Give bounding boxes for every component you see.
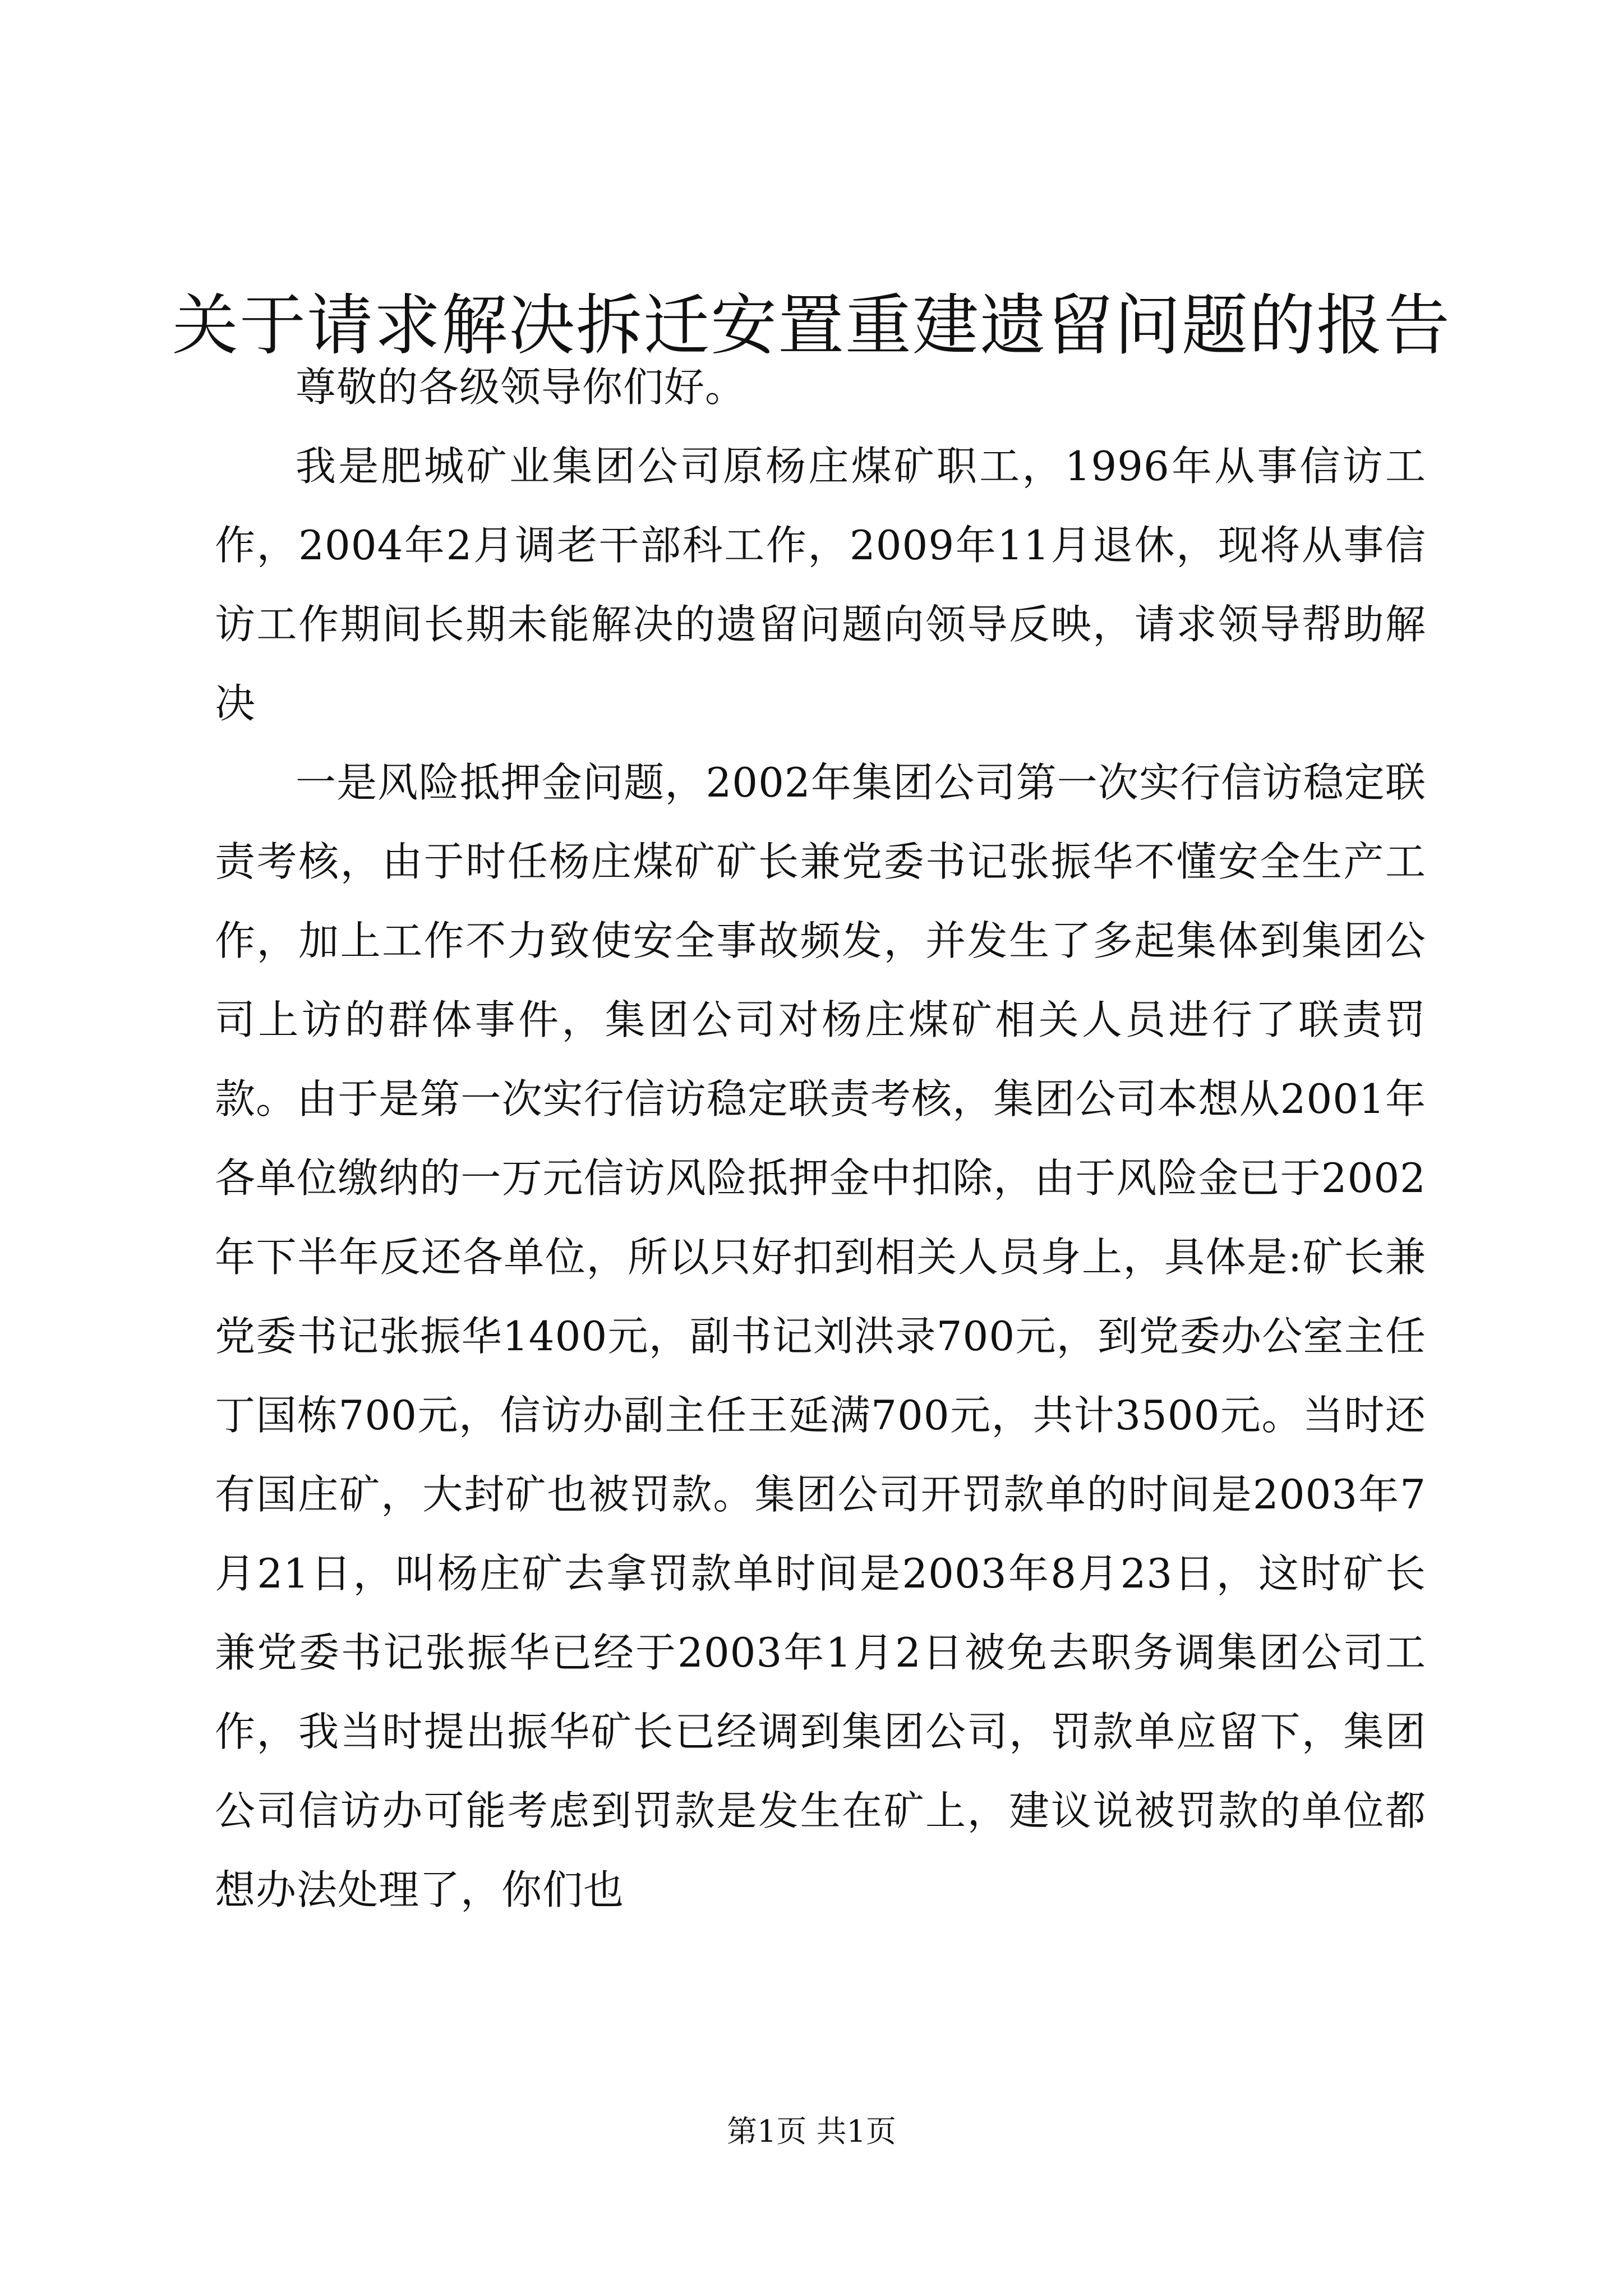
intro-paragraph: 我是肥城矿业集团公司原杨庄煤矿职工，1996年从事信访工作，2004年2月调老干部科工作，2009年11月退休，现将从事信访工作期间长期未能解决的遗留问题向领导反映，请求领导帮助解决 [215, 443, 1426, 727]
document-title: 关于请求解决拆迁安置重建遗留问题的报告 [172, 287, 1451, 364]
issue-one-paragraph: 一是风险抵押金问题，2002年集团公司第一次实行信访稳定联责考核，由于时任杨庄煤矿矿长兼党委书记张振华不懂安全生产工作，加上工作不力致使安全事故频发，并发生了多起集体到集团公司上访的群体事件，集团公司对杨庄煤矿相关人员进行了联责罚款。由于是第一次实行信访稳定联责考核，集团公司本想从2001年各单位缴纳的一万元信访风险抵押金中扣除，由于风险金已于2002年下半年反还各单位，所以只好扣到相关人员身上，具体是:矿长兼党委书记张振华1400元，副书记刘洪录700元，到党委办公室主任丁国栋700元，信访办副主任王延满700元，共计3500元。当时还有国庄矿，大封矿也被罚款。集团公司开罚款单的时间是2003年7月21日，叫杨庄矿去拿罚款单时间是2003年8月23日，这时矿长兼党委书记张振华已经于2003年1月2日被免去职务调集团公司工作，我当时提出振华矿长已经调到集团公司，罚款单应留下，集团公司信访办可能考虑到罚款是发生在矿上，建议说被罚款的单位都想办法处理了，你们也 [215, 759, 1426, 1913]
page-number-footer: 第1页 共1页 [727, 2114, 896, 2149]
document-body [215, 348, 1426, 1930]
greeting-paragraph: 尊敬的各级领导你们好。 [296, 364, 746, 411]
